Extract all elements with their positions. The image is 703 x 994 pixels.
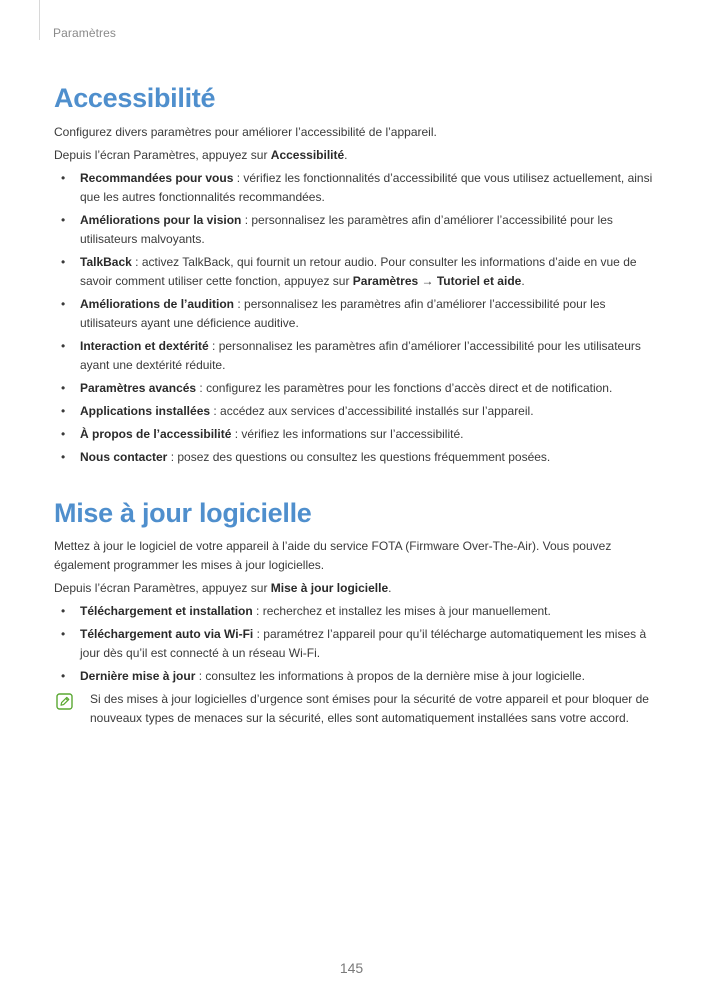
- list-item: • Améliorations pour la vision : personnalisez les paramètres afin d’améliorer l’accessibilité pour les utilisateurs malvoyants.: [61, 213, 613, 246]
- running-header: Paramètres: [53, 26, 117, 40]
- section-intro: Mettez à jour le logiciel de votre appareil à l’aide du service FOTA (Firmware Over-The-Air). Vous pouvez également programmer les mises à jour logicielles.: [54, 539, 612, 572]
- list-item: • Nous contacter : posez des questions ou consultez les questions fréquemment posées.: [54, 448, 654, 467]
- bullet-icon: •: [61, 255, 66, 269]
- list-item: • Améliorations de l’audition : personnalisez les paramètres afin d’améliorer l’accessibilité pour les utilisateurs ayant une déficience auditive.: [61, 297, 606, 330]
- bullet-icon: •: [61, 669, 66, 683]
- note-pencil-icon: [56, 693, 73, 710]
- bullet-icon: •: [61, 171, 66, 185]
- option-term: Applications installées: [80, 404, 211, 418]
- option-term: Téléchargement et installation: [80, 604, 253, 618]
- list-item: • Recommandées pour vous : vérifiez les fonctionnalités d’accessibilité que vous utilisez actuellement, ainsi que les autres fonctionnalités recommandées.: [61, 171, 653, 204]
- option-list: [54, 169, 654, 467]
- option-term: Améliorations de l’audition: [80, 297, 235, 311]
- bullet-icon: •: [61, 339, 66, 353]
- list-item: • Dernière mise à jour : consultez les informations à propos de la dernière mise à jour logicielle.: [54, 667, 654, 686]
- bullet-icon: •: [61, 604, 66, 618]
- section-title: Accessibilité: [54, 83, 216, 113]
- note-text: Si des mises à jour logicielles d’urgence sont émises pour la sécurité de votre appareil et pour bloquer de nouveaux types de menaces sur la sécurité, elles sont automatiquement installées sans votre accord.: [90, 692, 649, 725]
- navigation-path: Depuis l’écran Paramètres, appuyez sur Mise à jour logicielle.: [54, 581, 392, 595]
- page-number: 145: [339, 960, 364, 976]
- option-term: Interaction et dextérité: [80, 339, 209, 353]
- section-accessibility: [54, 80, 654, 467]
- option-term: TalkBack: [80, 255, 132, 269]
- header-divider: [39, 0, 40, 40]
- list-item: • À propos de l’accessibilité : vérifiez les informations sur l’accessibilité.: [54, 425, 654, 444]
- page-content: [54, 80, 654, 728]
- section-intro: Configurez divers paramètres pour améliorer l’accessibilité de l’appareil.: [54, 125, 437, 139]
- section-software-update: [54, 495, 654, 728]
- bullet-icon: •: [61, 404, 66, 418]
- option-term: Dernière mise à jour: [80, 669, 196, 683]
- option-term: Améliorations pour la vision: [80, 213, 242, 227]
- section-title: Mise à jour logicielle: [54, 498, 312, 528]
- bullet-icon: •: [61, 627, 66, 641]
- path-target: Accessibilité: [270, 148, 345, 162]
- option-term: Recommandées pour vous: [80, 171, 234, 185]
- list-item: • Téléchargement auto via Wi-Fi : paramétrez l’appareil pour qu’il télécharge automatiquement les mises à jour dès qu’il est connecté à un réseau Wi-Fi.: [61, 627, 647, 660]
- note-block: [54, 690, 654, 728]
- bullet-icon: •: [61, 297, 66, 311]
- bullet-icon: •: [61, 427, 66, 441]
- bullet-icon: •: [61, 381, 66, 395]
- list-item: • Paramètres avancés : configurez les paramètres pour les fonctions d’accès direct et de notification.: [54, 379, 654, 398]
- bullet-icon: •: [61, 213, 66, 227]
- option-term: À propos de l’accessibilité: [80, 427, 232, 441]
- path-target: Mise à jour logicielle: [270, 581, 389, 595]
- option-term: Nous contacter: [80, 450, 168, 464]
- list-item: • Applications installées : accédez aux services d’accessibilité installés sur l’appareil.: [54, 402, 654, 421]
- list-item: • TalkBack : activez TalkBack, qui fournit un retour audio. Pour consulter les informations d’aide en vue de savoir comment utiliser cette fonction, appuyez sur Paramètres → Tutoriel et aide.: [61, 255, 637, 288]
- option-list: [54, 602, 654, 686]
- option-term: Téléchargement auto via Wi-Fi: [80, 627, 254, 641]
- list-item: • Interaction et dextérité : personnalisez les paramètres afin d’améliorer l’accessibilité pour les utilisateurs ayant une dextérité réduite.: [61, 339, 641, 372]
- navigation-path: Depuis l’écran Paramètres, appuyez sur Accessibilité.: [54, 148, 348, 162]
- bullet-icon: •: [61, 450, 66, 464]
- list-item: • Téléchargement et installation : recherchez et installez les mises à jour manuellement.: [54, 602, 654, 621]
- option-term: Paramètres avancés: [80, 381, 197, 395]
